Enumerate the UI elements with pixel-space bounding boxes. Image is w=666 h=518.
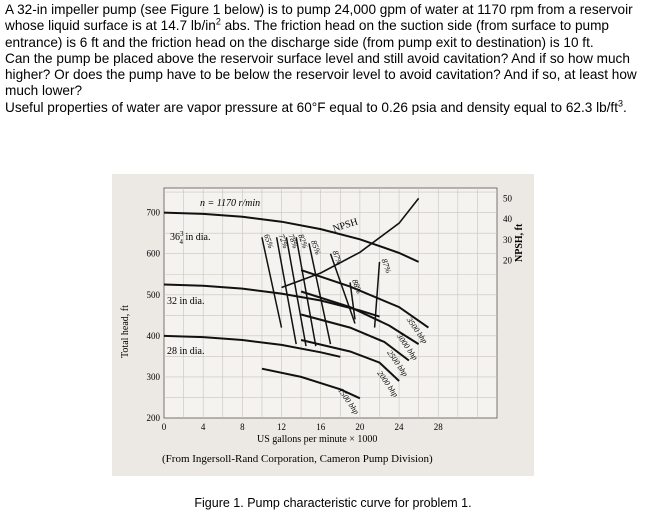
- efficiency-label: 78%: [286, 232, 301, 250]
- problem-text-3a: Useful properties of water are vapor pressure at 60°F equal to 0.26 psia and density equal to 62.3 lb/ft: [5, 99, 618, 115]
- problem-text-1b: abs. The friction head on the suction side (from surface to pump entrance) is 6 ft and the friction head on the discharge side (from pump exit to destination) is 10 ft.: [5, 18, 609, 50]
- problem-paragraph-3: [5, 100, 661, 116]
- diameter-label-28: 28 in dia.: [167, 346, 205, 357]
- x-tick-label: 24: [394, 422, 404, 432]
- problem-text-1a: A 32-in impeller pump (see Figure 1 below) is to pump 24,000 gpm of water at 1170 rpm from a reservoir whose liquid surface is at 14.7 lb/in: [5, 2, 633, 34]
- superscript-2: 2: [215, 16, 221, 27]
- y2-tick-label: 40: [503, 214, 512, 225]
- power-label: 2000 bhp: [375, 369, 401, 399]
- npsh-curve-label: NPSH: [331, 216, 360, 235]
- efficiency-label: 85%: [309, 239, 323, 256]
- x-tick-label: 12: [277, 422, 287, 432]
- pump-curve-figure: [112, 174, 534, 476]
- x-axis-label: US gallons per minute × 1000: [257, 434, 378, 445]
- figure-caption: Figure 1. Pump characteristic curve for problem 1.: [194, 496, 472, 510]
- problem-paragraph-1: [5, 2, 661, 51]
- figure-credit: (From Ingersoll-Rand Corporation, Cameron Pump Division): [162, 453, 433, 465]
- power-label: 3500 bhp: [404, 315, 430, 346]
- speed-label: n = 1170 r/min: [200, 198, 261, 209]
- power-label: 2500 bhp: [385, 348, 410, 379]
- x-tick-label: 0: [161, 422, 167, 432]
- efficiency-label: 87%: [330, 249, 345, 267]
- diameter-label-36-frac-den: 4: [179, 238, 183, 246]
- problem-text-3b: .: [623, 99, 627, 115]
- y-tick-label: 400: [146, 330, 160, 341]
- x-tick-label: 28: [433, 422, 443, 432]
- efficiency-label: 87%: [379, 257, 394, 275]
- power-label: 1500 bhp: [336, 386, 361, 417]
- diameter-label-32: 32 in dia.: [167, 296, 205, 307]
- y-tick-label: 700: [146, 207, 160, 218]
- superscript-3: 3: [618, 98, 624, 109]
- y2-tick-label: 30: [503, 234, 512, 245]
- x-tick-label: 8: [240, 422, 245, 432]
- problem-statement: [5, 2, 661, 116]
- diameter-label-36-prefix: 36: [170, 232, 180, 243]
- diameter-label-36-suffix: in dia.: [183, 232, 211, 243]
- y-axis-label-left: Total head, ft: [120, 305, 131, 358]
- diameter-label-36-frac-num: 3: [180, 230, 184, 238]
- y-tick-label: 500: [146, 289, 160, 300]
- efficiency-label: 65%: [262, 232, 276, 250]
- y2-tick-label: 20: [503, 255, 512, 266]
- x-tick-label: 20: [355, 422, 365, 432]
- y-tick-label: 300: [146, 371, 160, 382]
- efficiency-label: 88%: [350, 278, 364, 295]
- y-tick-label: 200: [146, 413, 160, 423]
- x-tick-label: 16: [316, 422, 326, 432]
- x-tick-label: 4: [200, 422, 206, 432]
- y2-tick-label: 50: [503, 193, 512, 204]
- y-axis-label-right: NPSH, ft: [514, 223, 525, 262]
- problem-paragraph-2: Can the pump be placed above the reservoir surface level and still avoid cavitation? And if so how much higher? Or does the pump have to be below the reservoir level to avoid cavitation? And if so, at least how much lower?: [5, 50, 637, 99]
- efficiency-label: 82%: [296, 232, 310, 250]
- pump-characteristic-chart: [112, 174, 534, 476]
- power-label: 3000 bhp: [395, 332, 420, 362]
- y-tick-label: 600: [146, 248, 160, 259]
- efficiency-label: 72%: [276, 232, 291, 250]
